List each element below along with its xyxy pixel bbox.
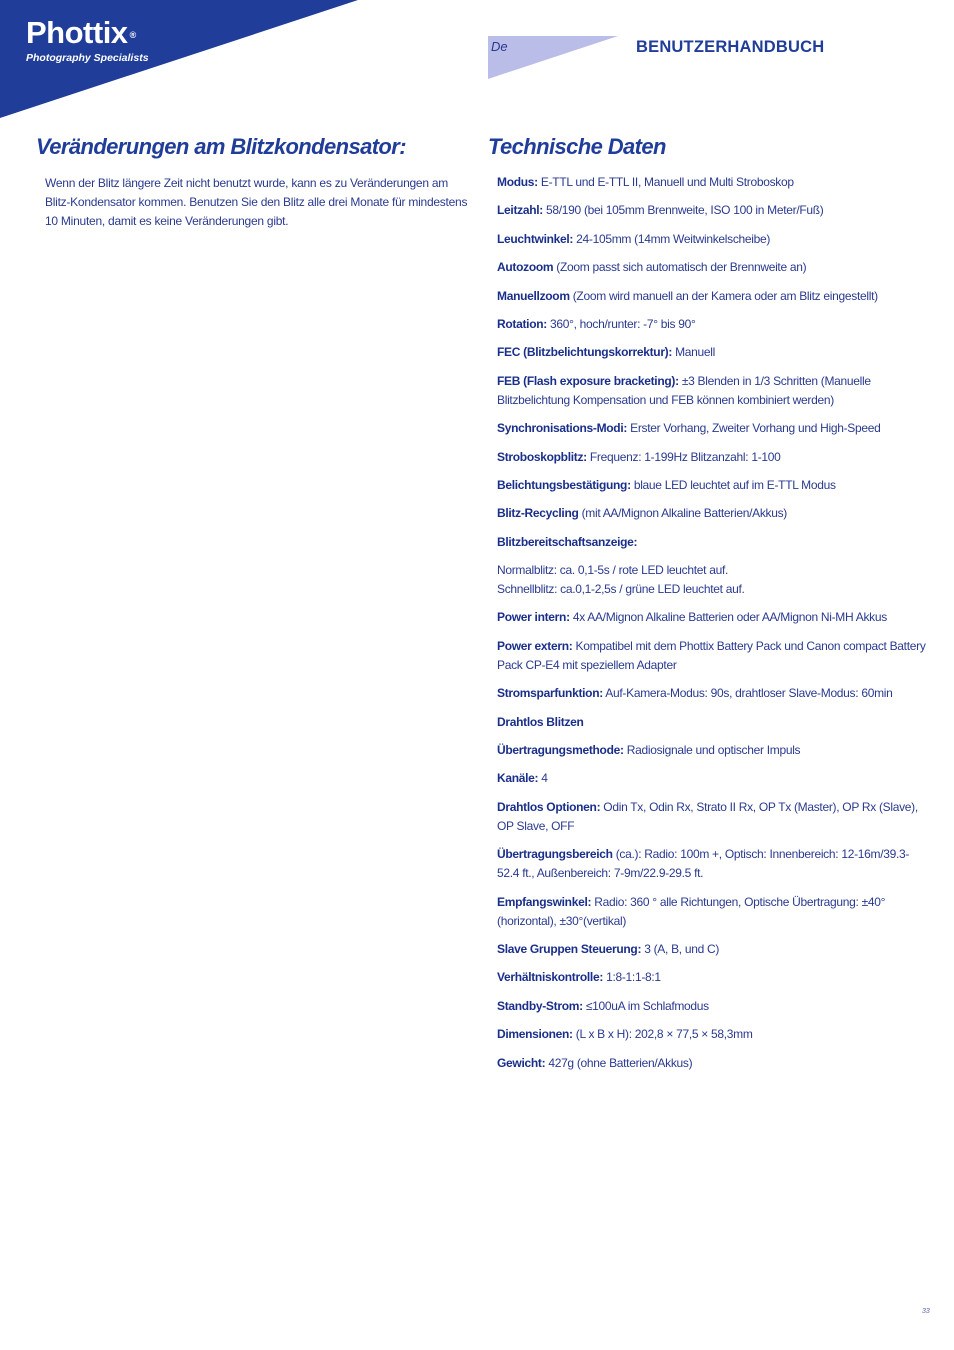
language-code: De [491, 39, 508, 54]
spec-value: Radiosignale und optischer Impuls [623, 743, 801, 758]
language-tab-wedge [488, 36, 620, 80]
spec-value: 427g (ohne Batterien/Akkus) [545, 1055, 693, 1070]
spec-value: ≤100uA im Schlafmodus [582, 998, 709, 1013]
spec-value: 1:8-1:1-8:1 [603, 970, 661, 985]
spec-item [497, 968, 927, 987]
spec-value: 360°, hoch/runter: -7° bis 90° [546, 316, 696, 331]
logo-tagline: Photography Specialists [26, 52, 149, 64]
spec-label: Leuchtwinkel: [497, 231, 574, 246]
spec-label: Standby-Strom: [497, 998, 583, 1013]
spec-value: (L x B x H): 202,8 × 77,5 × 58,3mm [572, 1027, 753, 1042]
spec-item [497, 798, 927, 836]
spec-value: Erster Vorhang, Zweiter Vorhang und High-Speed [627, 421, 881, 436]
spec-label: Gewicht: [497, 1055, 546, 1070]
spec-item [497, 940, 927, 959]
spec-label: Power intern: [497, 610, 570, 625]
spec-item-ready-times [497, 561, 927, 599]
spec-label: Belichtungsbestätigung: [497, 477, 631, 492]
spec-label: Stroboskopblitz: [497, 449, 587, 464]
spec-value: (Zoom wird manuell an der Kamera oder am Blitz eingestellt) [569, 288, 878, 303]
spec-label: Drahtlos Optionen: [497, 799, 601, 814]
spec-label: Verhältniskontrolle: [497, 970, 604, 985]
spec-item [497, 372, 927, 410]
capacitor-paragraph: Wenn der Blitz längere Zeit nicht benutzt wurde, kann es zu Veränderungen am Blitz-Kondensator kommen. Benutzen Sie den Blitz alle drei Monate für mindestens 10 Minuten, damit es keine Veränderungen gibt. [45, 176, 468, 228]
spec-item [497, 201, 927, 220]
spec-value: blaue LED leuchtet auf im E-TTL Modus [630, 477, 836, 492]
spec-value: Odin Tx, Odin Rx, Strato II Rx, OP Tx (Master), OP Rx (Slave), OP Slave, OFF [497, 799, 918, 833]
spec-item [497, 476, 927, 495]
section-heading-specs: Technische Daten [488, 134, 666, 159]
spec-label: Übertragungsbereich [497, 847, 613, 862]
spec-label: FEB (Flash exposure bracketing): [497, 373, 679, 388]
spec-item [497, 287, 927, 306]
spec-item [497, 315, 927, 334]
spec-label: Synchronisations-Modi: [497, 421, 628, 436]
spec-label: Rotation: [497, 316, 547, 331]
spec-label: Drahtlos Blitzen [497, 714, 584, 729]
registered-mark: ® [129, 30, 136, 40]
spec-label: Blitz-Recycling [497, 506, 579, 521]
spec-value: Manuell [672, 345, 716, 360]
spec-label: FEC (Blitzbelichtungskorrektur): [497, 345, 673, 360]
spec-label: Slave Gruppen Steuerung: [497, 941, 642, 956]
spec-label: Kanäle: [497, 771, 539, 786]
spec-value: 58/190 (bei 105mm Brennweite, ISO 100 in Meter/Fuß) [542, 203, 824, 218]
spec-item [497, 1054, 927, 1073]
spec-item [497, 741, 927, 760]
spec-item [497, 608, 927, 627]
spec-label: Leitzahl: [497, 203, 543, 218]
spec-item [497, 637, 927, 675]
spec-item [497, 343, 927, 362]
spec-label: Modus: [497, 175, 538, 189]
spec-item [497, 713, 927, 732]
spec-item [497, 173, 927, 192]
spec-value: E-TTL und E-TTL II, Manuell und Multi Stroboskop [537, 175, 794, 189]
spec-item [497, 769, 927, 788]
spec-label: Blitzbereitschaftsanzeige: [497, 534, 638, 549]
spec-label: Autozoom [497, 260, 554, 275]
spec-label: Manuellzoom [497, 288, 570, 303]
spec-item [497, 893, 927, 931]
spec-value: 4 [538, 771, 548, 786]
section-heading-capacitor: Veränderungen am Blitzkondensator: [36, 134, 406, 159]
spec-value: (Zoom passt sich automatisch der Brennweite an) [553, 260, 807, 275]
spec-value: Frequenz: 1-199Hz Blitzanzahl: 1-100 [586, 449, 781, 464]
spec-item [497, 845, 927, 883]
brand-logo [26, 16, 149, 64]
spec-value: 24-105mm (14mm Weitwinkelscheibe) [573, 231, 771, 246]
spec-item [497, 419, 927, 438]
spec-label: Power extern: [497, 638, 573, 653]
spec-item [497, 230, 927, 249]
spec-item [497, 504, 927, 523]
spec-item [497, 533, 927, 552]
spec-value: Auf-Kamera-Modus: 90s, drahtloser Slave-Modus: 60min [602, 686, 893, 701]
spec-value: ±3 Blenden in 1/3 Schritten (Manuelle Blitzbelichtung Kompensation und FEB können kombiniert werden) [497, 373, 871, 407]
spec-item [497, 997, 927, 1016]
spec-list [497, 173, 927, 1082]
spec-item [497, 448, 927, 467]
spec-value-normal: Normalblitz: ca. 0,1-5s / rote LED leuchtet auf. [497, 563, 729, 578]
spec-value-fast: Schnellblitz: ca.0,1-2,5s / grüne LED leuchtet auf. [497, 582, 745, 597]
spec-value: 4x AA/Mignon Alkaline Batterien oder AA/Mignon Ni-MH Akkus [569, 610, 887, 625]
spec-label: Empfangswinkel: [497, 894, 592, 909]
spec-label: Übertragungsmethode: [497, 743, 624, 758]
spec-value: 3 (A, B, und C) [641, 941, 720, 956]
spec-label: Dimensionen: [497, 1027, 573, 1042]
logo-wordmark: Phottix [26, 15, 128, 50]
spec-label: Stromsparfunktion: [497, 686, 603, 701]
spec-value: Radio: 360 ° alle Richtungen, Optische Übertragung: ±40°(horizontal), ±30°(vertikal) [497, 894, 886, 928]
manual-title: BENUTZERHANDBUCH [636, 38, 825, 56]
page-number: 33 [922, 1308, 930, 1315]
spec-item [497, 684, 927, 703]
spec-value: (ca.): Radio: 100m +, Optisch: Innenbereich: 12-16m/39.3-52.4 ft., Außenbereich: 7-9m/22.9-29.5 ft. [497, 847, 910, 881]
spec-item [497, 1025, 927, 1044]
spec-value: (mit AA/Mignon Alkaline Batterien/Akkus) [578, 506, 787, 521]
spec-item [497, 258, 927, 277]
spec-value: Kompatibel mit dem Phottix Battery Pack und Canon compact Battery Pack CP-E4 mit speziellem Adapter [497, 638, 926, 672]
